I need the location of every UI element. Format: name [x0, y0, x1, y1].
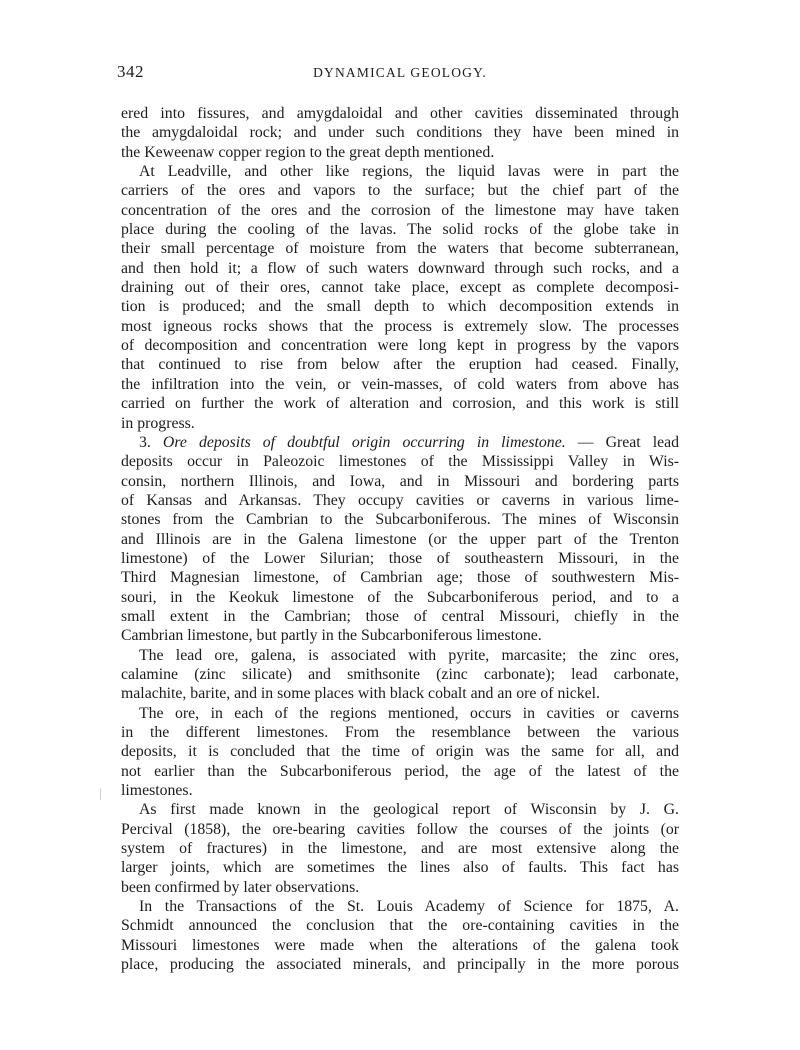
text-line: concentration of the ores and the corrosion of the limestone may have taken — [121, 201, 679, 219]
text-line: place during the cooling of the lavas. The solid rocks of the globe take in — [121, 221, 679, 239]
section-title: Ore deposits of doubtful origin occurring in limestone. — [162, 433, 566, 451]
text-line: souri, in the Keokuk limestone of the Subcarboniferous period, and to a — [121, 588, 679, 606]
text-line: stones from the Cambrian to the Subcarboniferous. The mines of Wisconsin — [121, 511, 679, 529]
text-line: system of fractures) in the limestone, and are most extensive along the — [121, 840, 679, 858]
section-lead-in: Great lead — [605, 433, 680, 451]
text-line: deposits, it is concluded that the time of origin was the same for all, and — [121, 743, 679, 761]
page-number: 342 — [117, 62, 144, 81]
text-line: tion is produced; and the small depth to which decomposition extends in — [121, 298, 679, 316]
text-line: Percival (1858), the ore-bearing cavities follow the courses of the joints (or — [121, 820, 679, 838]
text-line: in progress. — [121, 414, 195, 432]
text-line: and then hold it; a flow of such waters downward through such rocks, and a — [121, 259, 679, 277]
text-line: of decomposition and concentration were long kept in progress by the vapors — [121, 337, 679, 355]
text-line: limestone) of the Lower Silurian; those of southeastern Missouri, in the — [121, 549, 679, 567]
text-line: limestones. — [121, 782, 193, 800]
text-line: the infiltration into the vein, or vein-masses, of cold waters from above has — [121, 375, 679, 393]
text-line: small extent in the Cambrian; those of central Missouri, chiefly in the — [121, 607, 679, 625]
text-line: As first made known in the geological report of Wisconsin by J. G. — [139, 801, 679, 819]
text-line: that continued to rise from below after the eruption had ceased. Finally, — [121, 356, 679, 374]
text-line: Cambrian limestone, but partly in the Subcarboniferous limestone. — [121, 627, 542, 645]
text-line: larger joints, which are sometimes the lines also of faults. This fact has — [121, 859, 679, 877]
text-line: deposits occur in Paleozoic limestones of the Mississippi Valley in Wis- — [121, 453, 679, 471]
text-line: ered into fissures, and amygdaloidal and other cavities disseminated through — [121, 105, 679, 122]
section-number: 3. — [139, 433, 151, 451]
text-line: place, producing the associated minerals, and principally in the more porous — [121, 956, 679, 974]
text-line: malachite, barite, and in some places with black cobalt and an ore of nickel. — [121, 685, 600, 703]
text-line: the Keweenaw copper region to the great depth mentioned. — [121, 143, 495, 161]
text-line: carriers of the ores and vapors to the surface; but the chief part of the — [121, 182, 679, 200]
text-line: The ore, in each of the regions mentioned, occurs in cavities or caverns — [139, 704, 679, 722]
text-line: not earlier than the Subcarboniferous period, the age of the latest of the — [121, 762, 679, 780]
text-line: consin, northern Illinois, and Iowa, and in Missouri and bordering parts — [121, 472, 679, 490]
text-line: At Leadville, and other like regions, the liquid lavas were in part the — [139, 163, 679, 181]
margin-mark — [100, 788, 105, 800]
book-page — [117, 62, 680, 974]
text-line: and Illinois are in the Galena limestone (or the upper part of the Trenton — [121, 530, 679, 548]
text-line: Missouri limestones were made when the alterations of the galena took — [121, 936, 679, 954]
running-title: DYNAMICAL GEOLOGY. — [313, 65, 487, 80]
text-line: the amygdaloidal rock; and under such conditions they have been mined in — [121, 124, 679, 142]
text-line: been confirmed by later observations. — [121, 878, 360, 896]
text-line: calamine (zinc silicate) and smithsonite (zinc carbonate); lead carbonate, — [121, 665, 679, 683]
text-line: of Kansas and Arkansas. They occupy cavities or caverns in various lime- — [121, 491, 679, 509]
text-line: their small percentage of moisture from the waters that become subterranean, — [121, 240, 679, 258]
text-line: The lead ore, galena, is associated with pyrite, marcasite; the zinc ores, — [139, 646, 679, 664]
body-text — [121, 104, 679, 974]
section-dash: — — [577, 433, 594, 451]
text-line: Third Magnesian limestone, of Cambrian age; those of southwestern Mis- — [121, 569, 679, 587]
running-header — [117, 62, 679, 90]
text-line: Schmidt announced the conclusion that the ore-containing cavities in the — [121, 917, 679, 935]
text-line: draining out of their ores, cannot take place, except as complete decomposi- — [121, 279, 679, 297]
section-heading-line — [121, 433, 679, 452]
text-line: in the different limestones. From the resemblance between the various — [121, 724, 679, 741]
text-line: carried on further the work of alteration and corrosion, and this work is still — [121, 395, 679, 413]
text-line: In the Transactions of the St. Louis Academy of Science for 1875, A. — [139, 898, 679, 916]
text-line: most igneous rocks shows that the process is extremely slow. The processes — [121, 317, 679, 335]
